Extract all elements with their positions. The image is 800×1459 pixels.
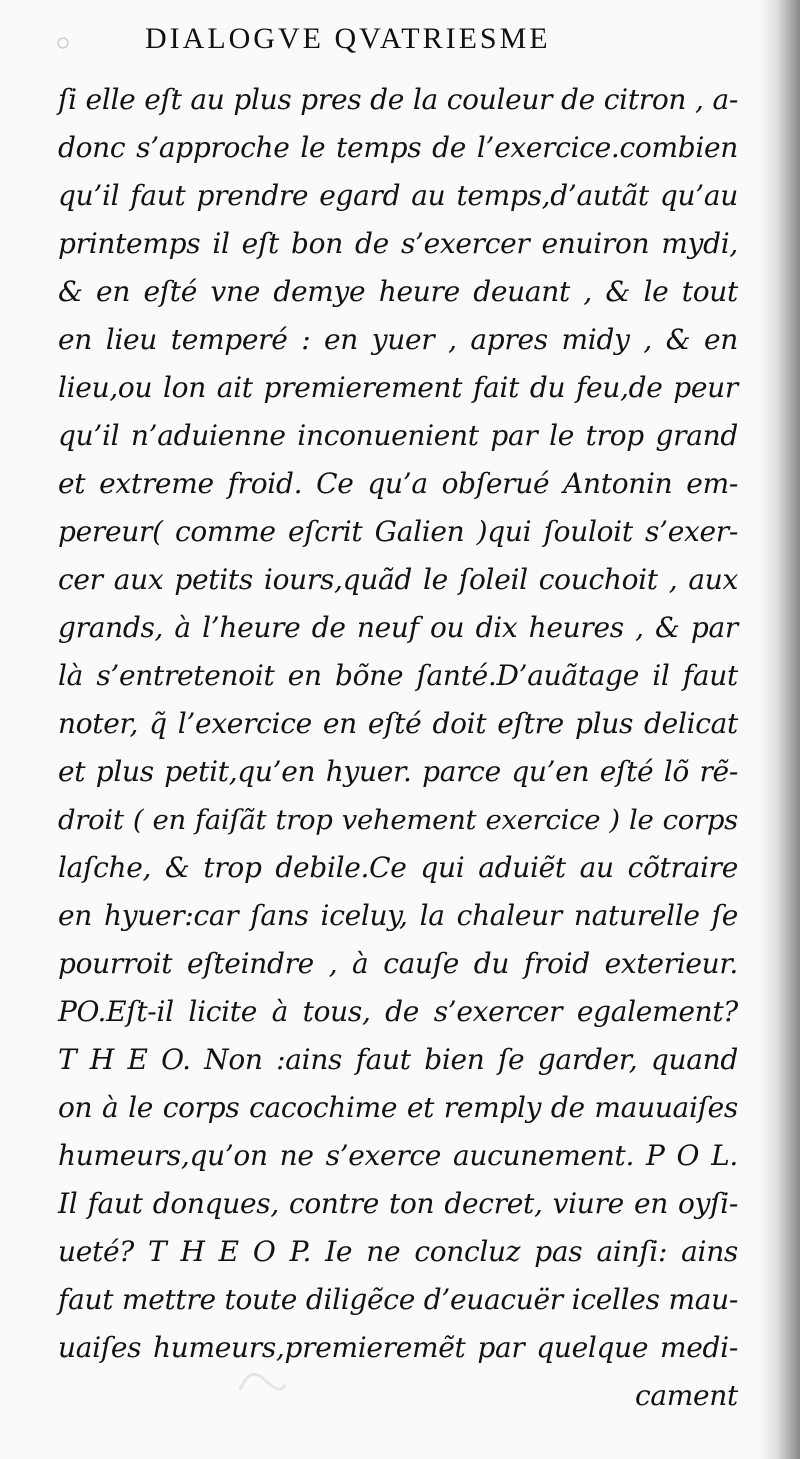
text-line: là s’entretenoit en bõne ſanté.D’auãtage il faut <box>58 659 738 692</box>
gutter-shadow <box>760 0 800 1459</box>
text-line: cer aux petits iours,quãd le ſoleil couchoit , aux <box>58 563 738 596</box>
text-line: en hyuer:car ſans iceluy, la chaleur naturelle ſe <box>58 899 738 932</box>
text-line: pourroit eſteindre , à cauſe du froid exterieur. <box>58 947 738 980</box>
text-line: donc s’approche le temps de l’exercice.combien <box>58 131 738 164</box>
text-line: uaiſes humeurs,premieremẽt par quelque medi- <box>58 1331 738 1364</box>
running-header: DIALOGVE QVATRIESME <box>145 22 551 55</box>
text-line: grands, à l’heure de neuf ou dix heures , & par <box>58 611 738 644</box>
text-line: et plus petit,qu’en hyuer. parce qu’en eſté lõ rẽ- <box>58 755 738 788</box>
page-marker-icon <box>56 36 70 50</box>
text-line: laſche, & trop debile.Ce qui aduiẽt au cõtraire <box>58 851 738 884</box>
text-line: humeurs,qu’on ne s’exerce aucunement. P O L. <box>58 1139 738 1172</box>
text-line: noter, q̃ l’exercice en eſté doit eſtre plus delicat <box>58 707 738 740</box>
text-line: droit ( en faiſãt trop vehement exercice ) le corps <box>58 804 738 836</box>
text-line: et extreme froid. Ce qu’a obſerué Antonin em- <box>58 467 738 500</box>
catchword: cament <box>635 1379 738 1412</box>
text-line: PO.Eſt-il licite à tous, de s’exercer egalement? <box>58 995 738 1028</box>
text-line: pereur( comme eſcrit Galien )qui ſouloit s’exer- <box>58 515 738 548</box>
text-line: ueté? T H E O P. Ie ne concluz pas ainſi: ains <box>58 1235 738 1268</box>
text-line: lieu,ou lon ait premierement fait du feu,de peur <box>58 371 738 404</box>
text-line: faut mettre toute diligẽce d’euacuër icelles mau- <box>58 1283 738 1316</box>
body-text <box>58 76 738 1420</box>
text-line: qu’il n’aduienne inconuenient par le trop grand <box>58 419 738 452</box>
text-line: Il faut donques, contre ton decret, viure en oyſi- <box>58 1187 738 1220</box>
text-line: printemps il eſt bon de s’exercer enuiron mydi, <box>58 227 738 260</box>
text-line: & en eſté vne demye heure deuant , & le tout <box>58 275 738 308</box>
text-line: T H E O. Non :ains faut bien ſe garder, quand <box>58 1043 738 1076</box>
text-line: ſi elle eſt au plus pres de la couleur de citron , a- <box>58 83 738 116</box>
bleed-through-mark <box>230 1360 290 1400</box>
text-line: en lieu temperé : en yuer , apres midy , & en <box>58 323 738 356</box>
text-line: qu’il faut prendre egard au temps,d’autãt qu’au <box>58 179 738 212</box>
text-line: on à le corps cacochime et remply de mauuaiſes <box>58 1091 738 1124</box>
